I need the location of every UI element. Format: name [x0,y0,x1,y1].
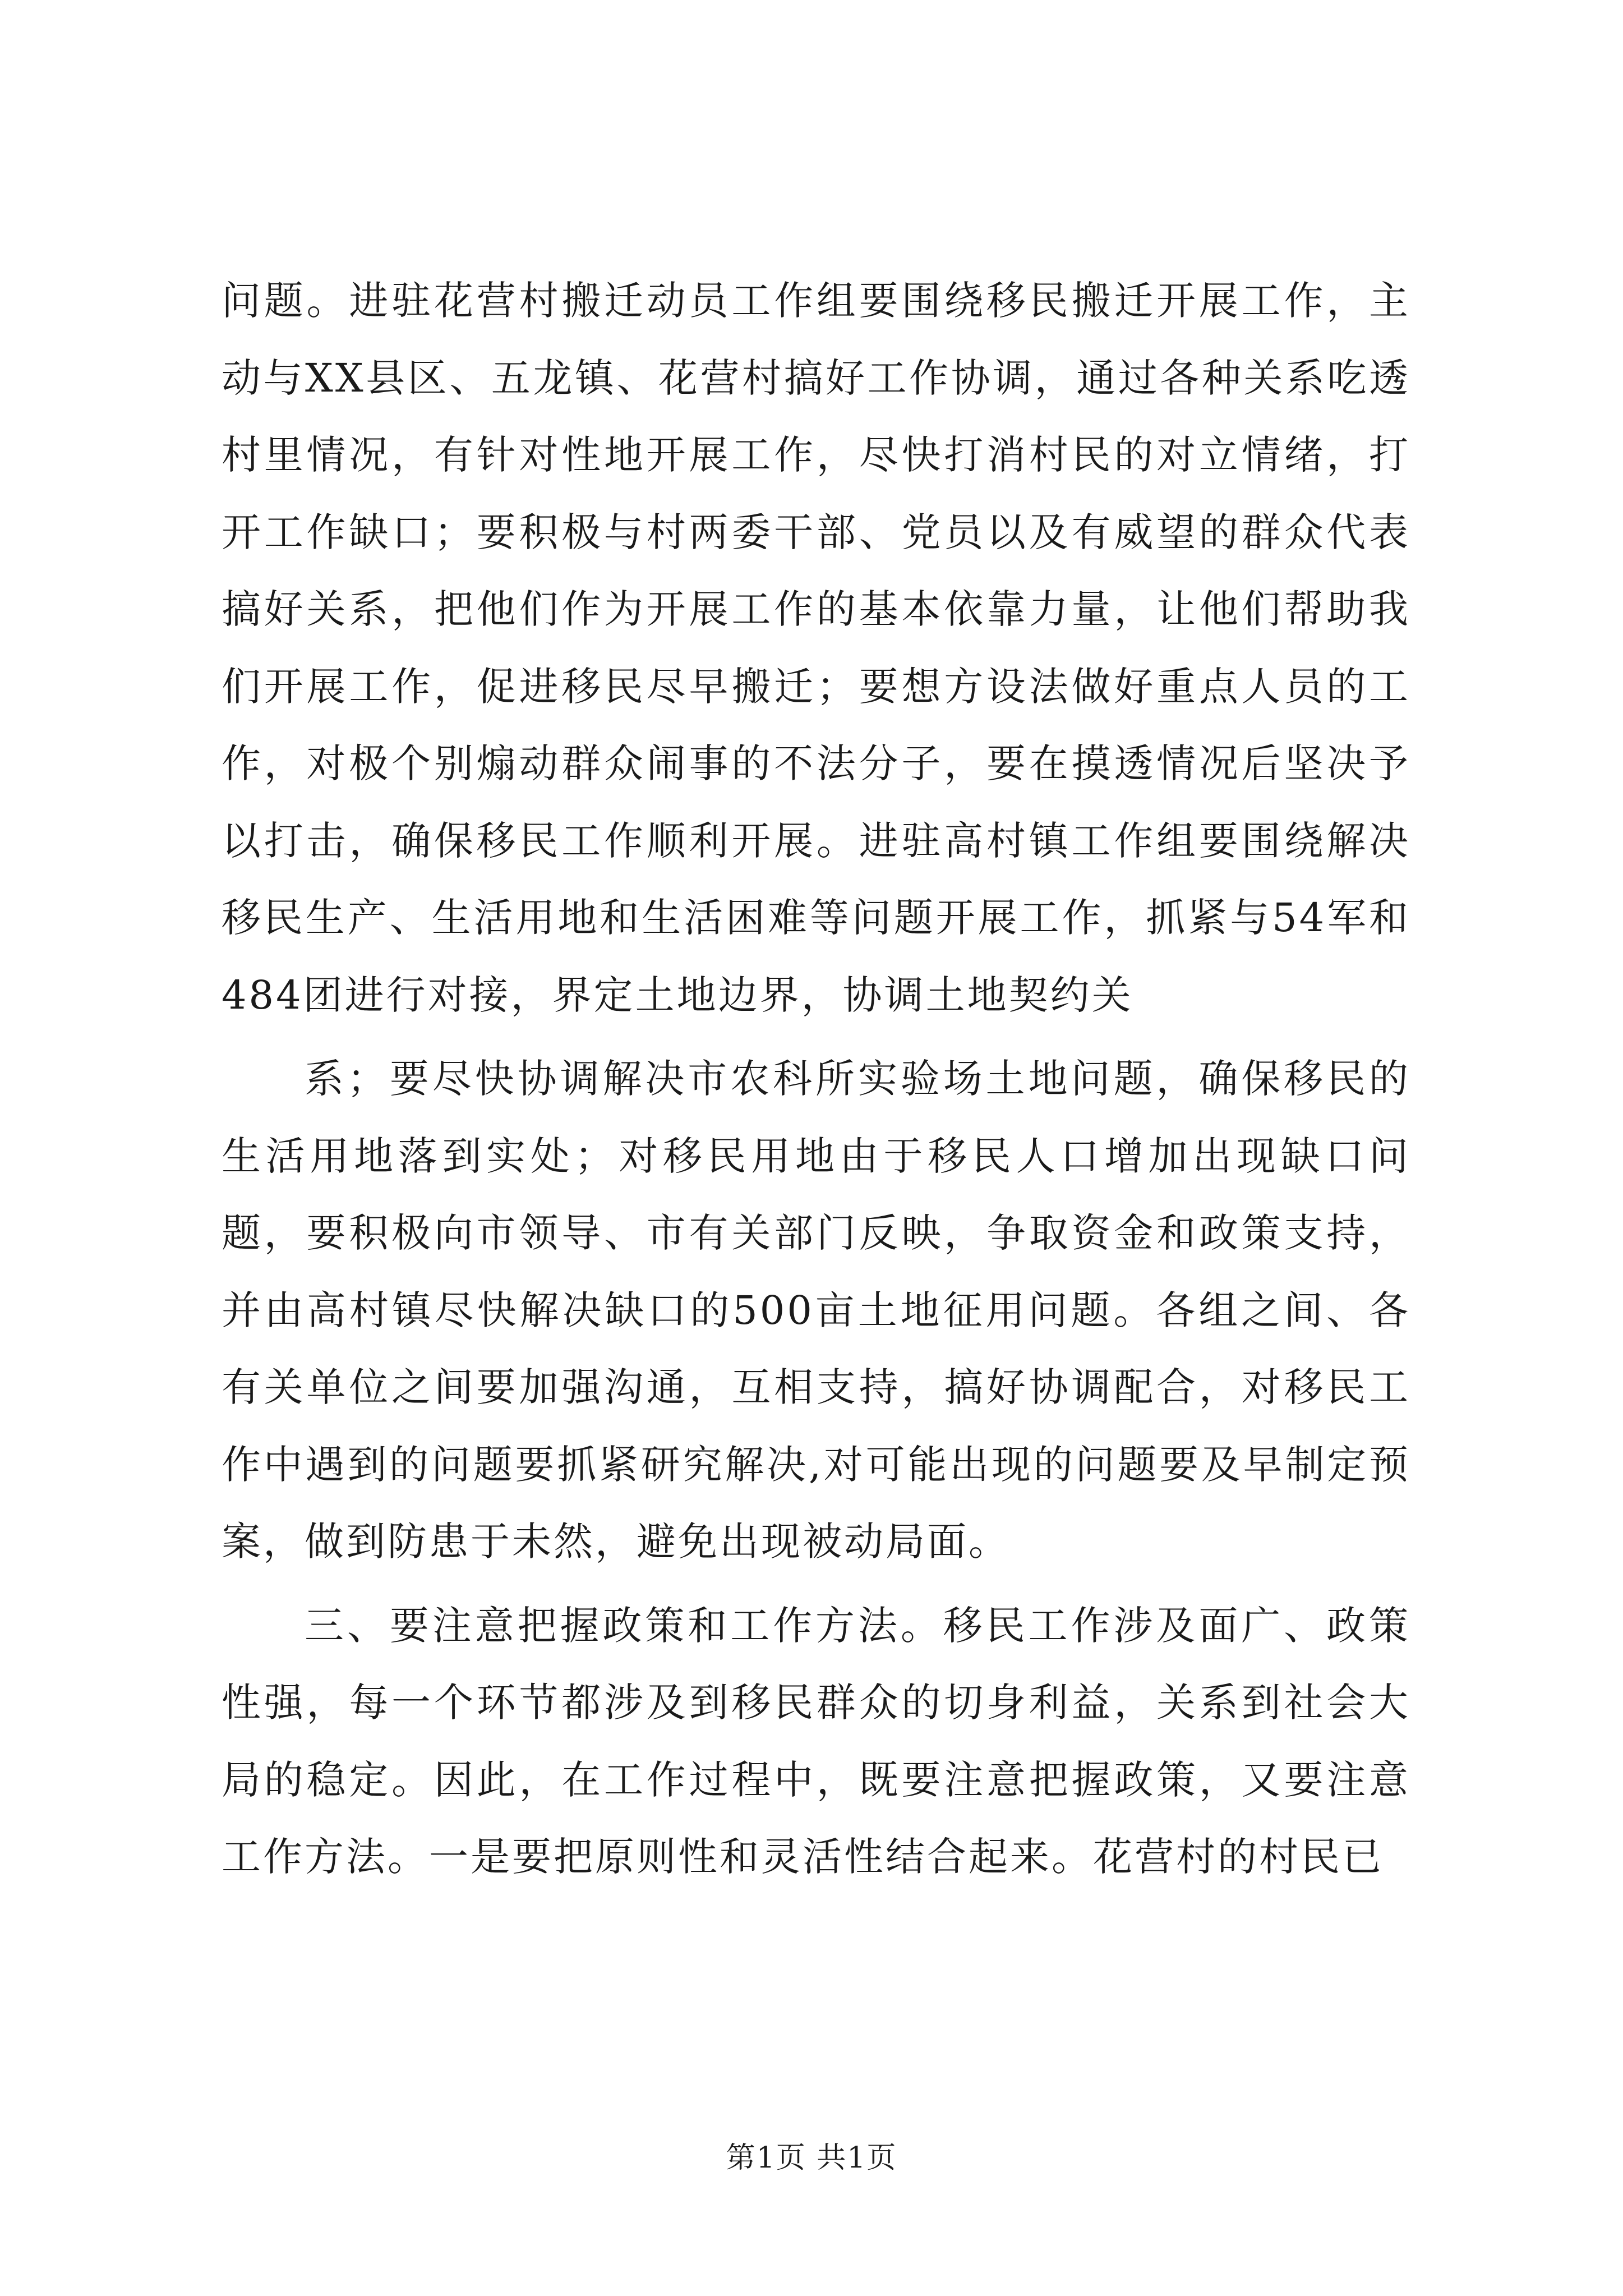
paragraph-land-coordination: 系；要尽快协调解决市农科所实验场土地问题，确保移民的生活用地落到实处；对移民用地由于移民人口增加出现缺口问题，要积极向市领导、市有关部门反映，争取资金和政策支持，并由高村镇尽快解决缺口的500亩土地征用问题。各组之间、各有关单位之间要加强沟通，互相支持，搞好协调配合，对移民工作中遇到的问题要抓紧研究解决,对可能出现的问题要及早制定预案，做到防患于未然，避免出现被动局面。 [222,1056,1410,1565]
document-body [222,263,1410,1896]
page-number-footer: 第1页 共1页 [726,2141,897,2175]
paragraph-continuation: 问题。进驻花营村搬迁动员工作组要围绕移民搬迁开展工作，主动与XX县区、五龙镇、花营村搞好工作协调，通过各种关系吃透村里情况，有针对性地开展工作，尽快打消村民的对立情绪，打开工作缺口；要积极与村两委干部、党员以及有威望的群众代表搞好关系，把他们作为开展工作的基本依靠力量，让他们帮助我们开展工作，促进移民尽早搬迁；要想方设法做好重点人员的工作，对极个别煽动群众闹事的不法分子，要在摸透情况后坚决予以打击，确保移民工作顺利开展。进驻高村镇工作组要围绕解决移民生产、生活用地和生活困难等问题开展工作，抓紧与54军和484团进行对接，界定土地边界，协调土地契约关 [222,278,1410,1018]
paragraph-section-three: 三、要注意把握政策和工作方法。移民工作涉及面广、政策性强，每一个环节都涉及到移民群众的切身利益，关系到社会大局的稳定。因此，在工作过程中，既要注意把握政策，又要注意工作方法。一是要把原则性和灵活性结合起来。花营村的村民已 [222,1602,1410,1880]
